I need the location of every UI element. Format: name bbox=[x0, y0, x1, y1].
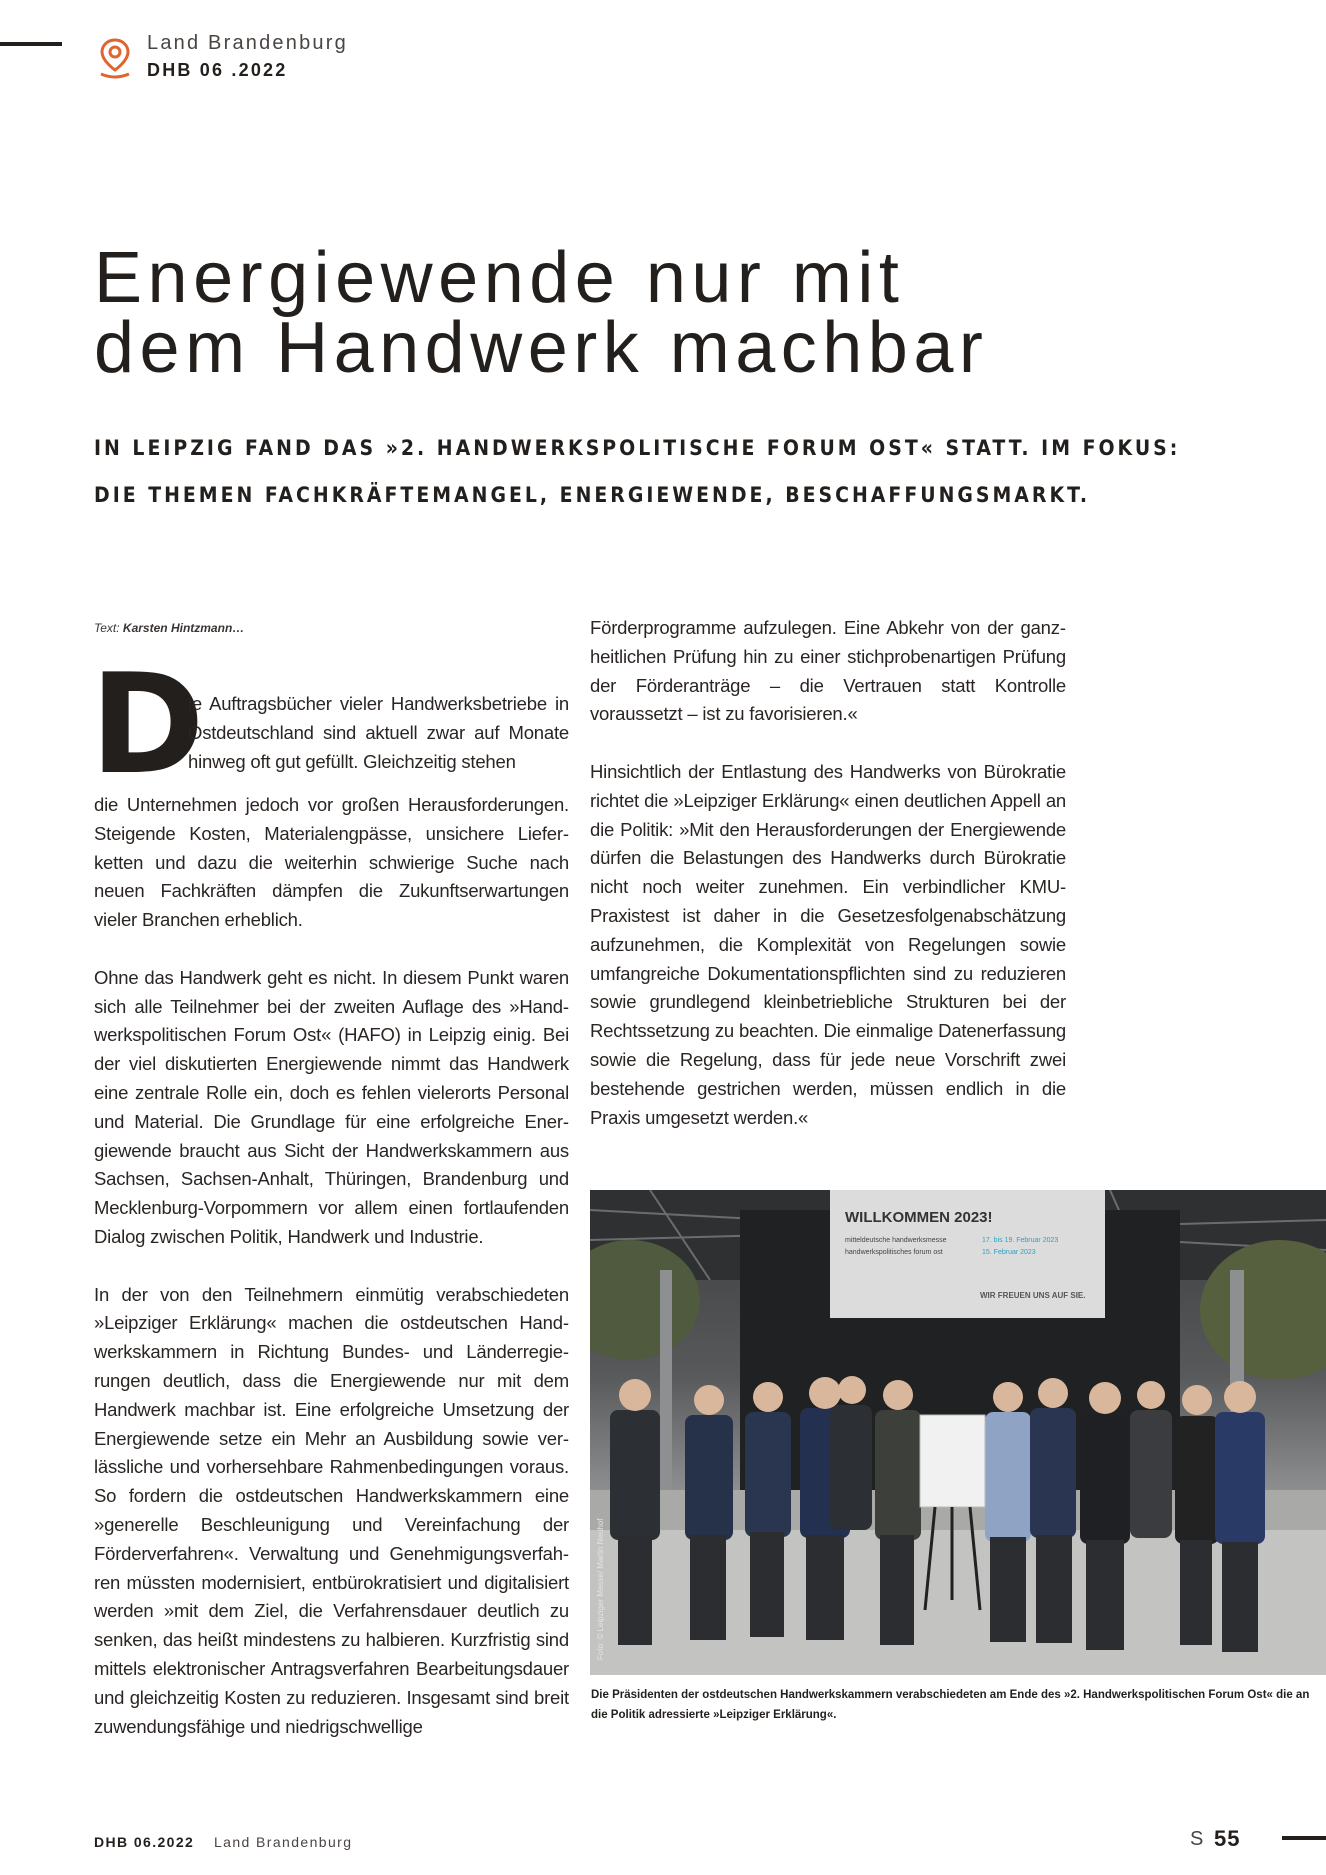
location-pin-icon bbox=[95, 36, 135, 80]
left-column bbox=[94, 791, 569, 1741]
footer-issue: DHB 06.2022 bbox=[94, 1834, 195, 1850]
paragraph: die Unternehmen jedoch vor großen Herausforderungen. Steigende Kosten, Materialengpässe, unsichere Lieferketten und dazu die weiterhin schwierige Suche nach neuen Fachkräften dämpfen die Zukunftserwartungen vieler Branchen erheblich. bbox=[94, 794, 569, 931]
title-line-2: dem Handwerk machbar bbox=[94, 308, 989, 388]
paragraph: Hinsichtlich der Entlastung des Handwerks von Bürokratie richtet die »Leipziger Erklärung« einen deutlichen Appell an die Politik: »Mit den Herausforderungen der Energiewende dürfen die Belastungen des Handwerks durch Bürokratie nicht noch weiter zunehmen. Ein verbindlicher KMU-Praxistest ist daher in die Gesetzesfolgenabschätzung aufzunehmen, die Komplexität von Regelungen sowie umfangreiche Dokumentationspflichten sind zu reduzieren sowie grundlegend kleinbetriebliche Strukturen bei der Rechtssetzung zu beachten. Die einmalige Datenerfassung sowie die Regelung, dass für jede neue Vorschrift zwei bestehende gestrichen werden, müssen endlich in die Praxis umgesetzt werden.« bbox=[590, 760, 1066, 1128]
page-prefix: S bbox=[1190, 1828, 1204, 1850]
title-line-1: Energiewende nur mit bbox=[94, 238, 905, 318]
banner-line-2: handwerkspolitisches forum ost bbox=[845, 1249, 943, 1256]
author-label: Text: bbox=[94, 621, 120, 635]
author-line bbox=[94, 621, 244, 635]
photo-illustration bbox=[590, 1190, 1326, 1675]
drop-cap: D bbox=[90, 644, 205, 805]
article-subtitle: IN LEIPZIG FAND DAS »2. HANDWERKSPOLITISCHE FORUM OST« STATT. IM FOKUS: DIE THEMEN FACHKRÄFTEMANGEL, ENERGIEWENDE, BESCHAFFUNGSMARKT. bbox=[94, 436, 1181, 507]
footer-rule bbox=[1282, 1836, 1326, 1840]
banner-date-1: 17. bis 19. Februar 2023 bbox=[982, 1237, 1059, 1244]
lead-text: ie Auftragsbücher vieler Handwerksbetriebe in Ostdeutschland sind aktuell zwar auf Monate hinweg oft gut gefüllt. Gleichzeitig stehen bbox=[188, 693, 569, 772]
banner-title: WILLKOMMEN 2023! bbox=[845, 1209, 993, 1226]
right-column bbox=[590, 614, 1066, 1132]
group-photo bbox=[590, 1190, 1326, 1675]
paragraph: In der von den Teilnehmern einmütig verabschiedeten »Leipziger Erklärung« machen die ostdeutschen Handwerkskammern in Richtung Bundes- und Länderregierungen deutlich, dass die Energiewende nur mit dem Handwerk machbar ist. Eine erfolgreiche Umsetzung der Energiewende setze ein Mehr an Ausbildung sowie verlässliche und vorhersehbare Rahmenbedingungen voraus. So fordern die ostdeutschen Handwerkskammern eine »generelle Beschleunigung und Vereinfachung der Förderverfahren«. Verwaltung und Genehmigungsverfahren müssten modernisiert, entbürokratisiert und digitalisiert werden »mit dem Ziel, die Verfahrensdauer deutlich zu senken, das heißt mindestens zu halbieren. Kurzfristig sind mittels elektronischer Antragsverfahren Bearbeitungsdauer und gleichzeitig Kosten zu reduzieren. Insgesamt sind breit zuwendungsfähige und niedrigschwellige bbox=[94, 1283, 569, 1737]
page-number: 55 bbox=[1214, 1826, 1241, 1851]
top-rule bbox=[0, 42, 62, 46]
banner-line-1: mitteldeutsche handwerksmesse bbox=[845, 1237, 947, 1244]
header-issue: DHB 06 .2022 bbox=[147, 60, 288, 80]
paragraph: Förderprogramme aufzulegen. Eine Abkehr von der ganzheitlichen Prüfung hin zu einer stichprobenartigen Prüfung der Förderanträge – die Vertrauen statt Kontrolle voraussetzt – ist zu favorisieren.« bbox=[590, 617, 1066, 725]
article-title bbox=[94, 238, 1274, 388]
photo-credit: Foto: © Leipziger Messe/ Martin Neuhof bbox=[596, 1518, 605, 1660]
banner-footer: WIR FREUEN UNS AUF SIE. bbox=[980, 1291, 1086, 1300]
photo-caption: Die Präsidenten der ostdeutschen Handwerkskammern verabschiedeten am Ende des »2. Handwerkspolitischen Forum Ost« die an die Politik adressierte »Leipziger Erklärung«. bbox=[591, 1689, 1310, 1721]
banner-date-2: 15. Februar 2023 bbox=[982, 1249, 1036, 1256]
author-name: Karsten Hintzmann… bbox=[122, 621, 245, 635]
header-region: Land Brandenburg bbox=[147, 32, 348, 54]
footer-region: Land Brandenburg bbox=[214, 1834, 353, 1850]
paragraph: Ohne das Handwerk geht es nicht. In diesem Punkt waren sich alle Teilnehmer bei der zweiten Auflage des »Handwerkspolitischen Forum Ost« (HAFO) in Leipzig einig. Bei der viel diskutierten Energiewende nimmt das Handwerk eine zentrale Rolle ein, doch es fehlen vielerorts Personal und Material. Die Grundlage für eine erfolgreiche Energiewende braucht aus Sicht der Handwerkskammern aus Sachsen, Sachsen-Anhalt, Thüringen, Brandenburg und Mecklenburg-Vorpommern vor allem einen fortlaufenden Dialog zwischen Politik, Handwerk und Industrie. bbox=[94, 966, 569, 1247]
